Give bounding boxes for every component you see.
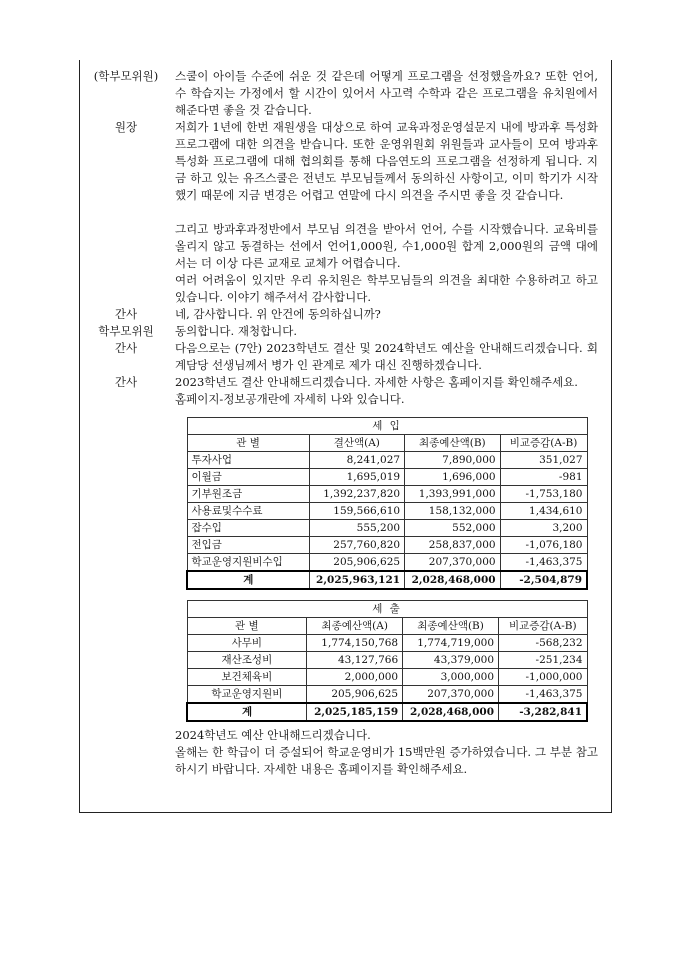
total-value: 2,028,468,000 bbox=[405, 571, 501, 589]
category-cell: 사무비 bbox=[187, 635, 307, 652]
value-cell: -1,463,375 bbox=[499, 686, 587, 704]
column-header: 비교증감(A-B) bbox=[500, 435, 587, 452]
statement-text: 2024학년도 예산 안내해드리겠습니다. bbox=[175, 728, 371, 742]
category-cell: 기부원조금 bbox=[187, 486, 309, 503]
value-cell: 207,370,000 bbox=[405, 554, 501, 572]
value-cell: -981 bbox=[500, 469, 587, 486]
value-cell: -1,463,375 bbox=[500, 554, 587, 572]
table-row bbox=[187, 686, 587, 704]
statement-text: 네, 감사합니다. 위 안건에 동의하십니까? bbox=[175, 307, 381, 321]
value-cell: 7,890,000 bbox=[405, 452, 501, 469]
category-cell: 학교운영지원비수입 bbox=[187, 554, 309, 572]
table-row bbox=[187, 635, 587, 652]
value-cell: -568,232 bbox=[499, 635, 587, 652]
statement-text: 2023학년도 결산 안내해드리겠습니다. 자세한 사항은 홈페이지를 확인해주세요. bbox=[175, 375, 578, 389]
statement-text: 동의합니다. 재청합니다. bbox=[175, 324, 298, 338]
table-row bbox=[187, 486, 587, 503]
table-row bbox=[187, 452, 587, 469]
speaker-label: 학부모위원 bbox=[98, 324, 154, 338]
expense-table bbox=[186, 600, 588, 722]
expense-caption: 세 출 bbox=[187, 601, 587, 618]
value-cell: 1,393,991,000 bbox=[405, 486, 501, 503]
statement-text: 그리고 방과후과정반에서 부모님 의견을 받아서 언어, 수를 시작했습니다. 교육비를 올리지 않고 동결하는 선에서 언어1,000원, 수1,000원 합계 2,000원의 금액 대에서는 더 이상 다른 교재로 교체가 어렵습니다. bbox=[175, 222, 598, 270]
value-cell: 1,434,610 bbox=[500, 503, 587, 520]
value-cell: -1,000,000 bbox=[499, 669, 587, 686]
statement-text: 스쿨이 아이들 수준에 쉬운 것 같은데 어떻게 프로그램을 선정했을까요? 또한 언어, 수 학습지는 가정에서 할 시간이 있어서 사고력 수학과 같은 프로그램을 유치원에서 해준다면 좋을 것 같습니다. bbox=[175, 69, 598, 117]
column-header: 최종예산액(B) bbox=[403, 618, 499, 635]
value-cell: 205,906,625 bbox=[309, 554, 405, 572]
value-cell: -1,753,180 bbox=[500, 486, 587, 503]
value-cell: 8,241,027 bbox=[309, 452, 405, 469]
table-row bbox=[187, 652, 587, 669]
value-cell: 207,370,000 bbox=[403, 686, 499, 704]
table-row bbox=[187, 469, 587, 486]
category-cell: 전입금 bbox=[187, 537, 309, 554]
value-cell: -251,234 bbox=[499, 652, 587, 669]
column-header: 최종예산액(A) bbox=[307, 618, 403, 635]
value-cell: 257,760,820 bbox=[309, 537, 405, 554]
value-cell: 2,000,000 bbox=[307, 669, 403, 686]
category-cell: 이월금 bbox=[187, 469, 309, 486]
statement-text: 저희가 1년에 한번 재원생을 대상으로 하여 교육과정운영설문지 내에 방과후 특성화 프로그램에 대한 의견을 받습니다. 또한 운영위원회 위원들과 교사들이 모여 방과후 특성화 프로그램에 대해 협의회를 통해 다음연도의 프로그램을 선정하게 됩니다. 지금 하고 있는 유즈스쿨은 전년도 부모님들께서 동의하신 사항이고, 이미 학기가 시작했기 때문에 지금 변경은 어렵고 연말에 다시 의견을 주시면 좋을 것 같습니다. bbox=[175, 120, 598, 202]
revenue-header-row bbox=[187, 435, 587, 452]
total-value: 2,025,963,121 bbox=[309, 571, 405, 589]
total-row bbox=[187, 571, 587, 589]
table-row bbox=[187, 537, 587, 554]
value-cell: -1,076,180 bbox=[500, 537, 587, 554]
column-header: 비교증감(A-B) bbox=[499, 618, 587, 635]
expense-header-row bbox=[187, 618, 587, 635]
statement-text: 여러 어려움이 있지만 우리 유치원은 학부모님들의 의견을 최대한 수용하려고 하고 있습니다. 이야기 해주셔서 감사합니다. bbox=[175, 273, 598, 304]
total-row bbox=[187, 703, 587, 721]
value-cell: 205,906,625 bbox=[307, 686, 403, 704]
column-header: 결산액(A) bbox=[309, 435, 405, 452]
revenue-table bbox=[186, 417, 588, 590]
category-cell: 학교운영지원비 bbox=[187, 686, 307, 704]
category-cell: 재산조성비 bbox=[187, 652, 307, 669]
category-cell: 잡수입 bbox=[187, 520, 309, 537]
speaker-label: 간사 bbox=[114, 307, 138, 321]
statement-text: 다음으로는 (7안) 2023학년도 결산 및 2024학년도 예산을 안내해드리겠습니다. 회계담당 선생님께서 병가 인 관계로 제가 대신 진행하겠습니다. bbox=[175, 341, 598, 372]
value-cell: 552,000 bbox=[405, 520, 501, 537]
revenue-caption: 세 입 bbox=[187, 418, 587, 435]
value-cell: 3,200 bbox=[500, 520, 587, 537]
value-cell: 351,027 bbox=[500, 452, 587, 469]
value-cell: 1,774,150,768 bbox=[307, 635, 403, 652]
column-header: 최종예산액(B) bbox=[405, 435, 501, 452]
table-row bbox=[187, 554, 587, 572]
value-cell: 159,566,610 bbox=[309, 503, 405, 520]
total-label: 계 bbox=[187, 571, 309, 589]
category-cell: 사용료및수수료 bbox=[187, 503, 309, 520]
total-value: 2,025,185,159 bbox=[307, 703, 403, 721]
table-row bbox=[187, 669, 587, 686]
column-header: 관 별 bbox=[187, 618, 307, 635]
minutes-frame bbox=[79, 60, 612, 813]
table-row bbox=[187, 520, 587, 537]
value-cell: 3,000,000 bbox=[403, 669, 499, 686]
table-row bbox=[187, 503, 587, 520]
total-value: -3,282,841 bbox=[499, 703, 587, 721]
speaker-label: 간사 bbox=[114, 341, 138, 355]
value-cell: 43,127,766 bbox=[307, 652, 403, 669]
speaker-label: 원장 bbox=[114, 120, 138, 134]
value-cell: 258,837,000 bbox=[405, 537, 501, 554]
total-value: -2,504,879 bbox=[500, 571, 587, 589]
value-cell: 555,200 bbox=[309, 520, 405, 537]
value-cell: 1,774,719,000 bbox=[403, 635, 499, 652]
speaker-label: 간사 bbox=[114, 375, 138, 389]
category-cell: 보건체육비 bbox=[187, 669, 307, 686]
category-cell: 투자사업 bbox=[187, 452, 309, 469]
statement-text: 홈페이지-정보공개란에 자세히 나와 있습니다. bbox=[175, 392, 405, 406]
value-cell: 158,132,000 bbox=[405, 503, 501, 520]
value-cell: 43,379,000 bbox=[403, 652, 499, 669]
total-value: 2,028,468,000 bbox=[403, 703, 499, 721]
speaker-label: (학부모위원) bbox=[93, 69, 159, 83]
value-cell: 1,695,019 bbox=[309, 469, 405, 486]
column-header: 관 별 bbox=[187, 435, 309, 452]
total-label: 계 bbox=[187, 703, 307, 721]
statement-text: 올해는 한 학급이 더 증설되어 학교운영비가 15백만원 증가하였습니다. 그 부분 참고하시기 바랍니다. 자세한 내용은 홈페이지를 확인해주세요. bbox=[175, 745, 598, 776]
value-cell: 1,392,237,820 bbox=[309, 486, 405, 503]
value-cell: 1,696,000 bbox=[405, 469, 501, 486]
